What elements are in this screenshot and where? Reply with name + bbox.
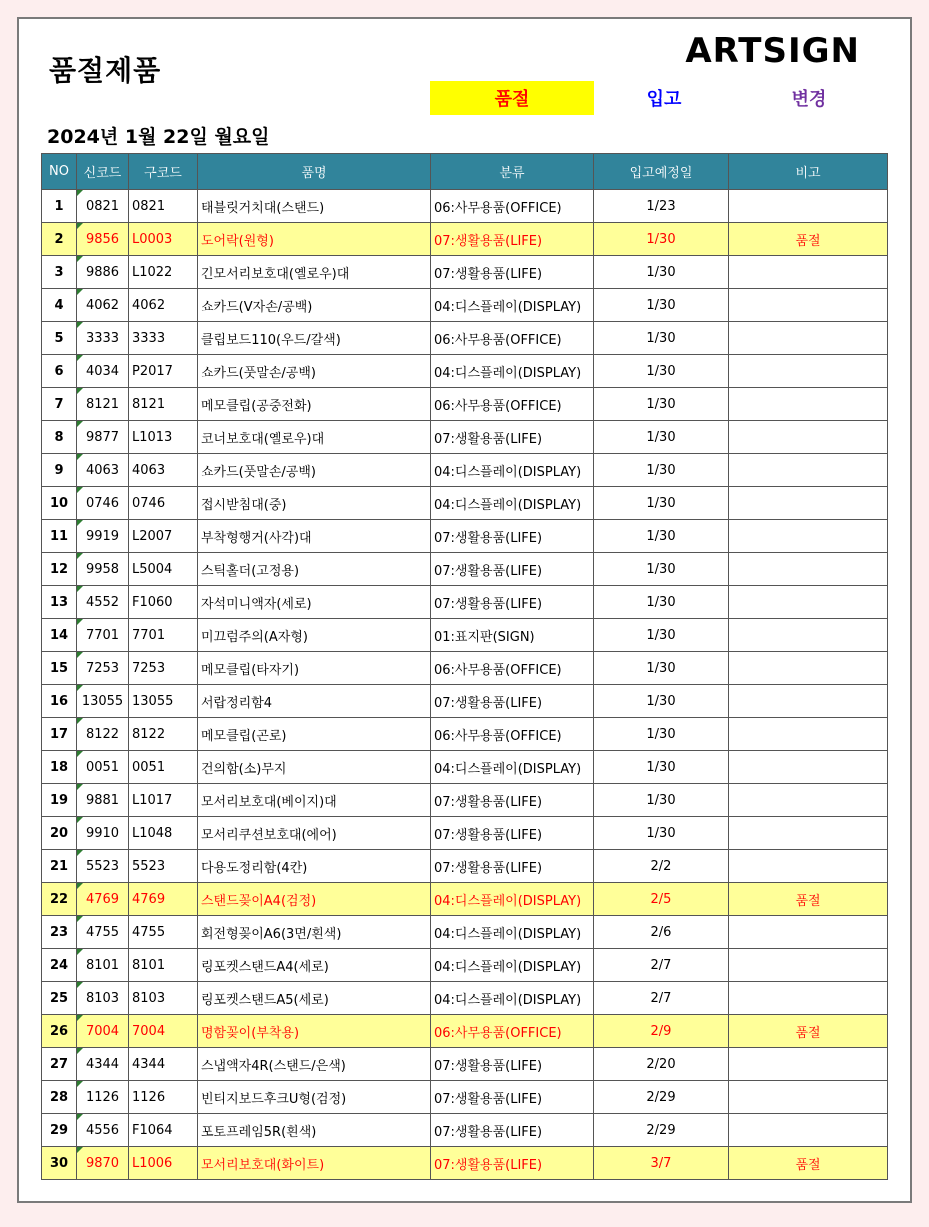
- cell-no[interactable]: 1: [42, 190, 77, 223]
- cell-restock-date[interactable]: 1/30: [594, 586, 729, 619]
- table-row: [42, 1015, 888, 1048]
- cell-category[interactable]: 07:생활용품(LIFE): [431, 1114, 594, 1147]
- cell-category[interactable]: 01:표지판(SIGN): [431, 619, 594, 652]
- cell-restock-date[interactable]: 1/30: [594, 520, 729, 553]
- cell-old-code[interactable]: 7004: [129, 1015, 198, 1048]
- cell-note[interactable]: [729, 289, 888, 322]
- cell-no[interactable]: 18: [42, 751, 77, 784]
- cell-old-code[interactable]: 7253: [129, 652, 198, 685]
- cell-new-code[interactable]: 7004: [77, 1015, 129, 1048]
- table-row: [42, 355, 888, 388]
- cell-new-code[interactable]: 4344: [77, 1048, 129, 1081]
- cell-no[interactable]: 4: [42, 289, 77, 322]
- cell-old-code[interactable]: 4062: [129, 289, 198, 322]
- cell-product-name[interactable]: 긴모서리보호대(옐로우)대: [198, 256, 431, 289]
- cell-note[interactable]: [729, 586, 888, 619]
- table-row: [42, 1048, 888, 1081]
- cell-no[interactable]: 10: [42, 487, 77, 520]
- cell-no[interactable]: 14: [42, 619, 77, 652]
- cell-new-code[interactable]: 4755: [77, 916, 129, 949]
- cell-note[interactable]: [729, 454, 888, 487]
- cell-no[interactable]: 20: [42, 817, 77, 850]
- cell-restock-date[interactable]: 1/30: [594, 223, 729, 256]
- cell-restock-date[interactable]: 2/6: [594, 916, 729, 949]
- cell-product-name[interactable]: 포토프레임5R(흰색): [198, 1114, 431, 1147]
- cell-no[interactable]: 23: [42, 916, 77, 949]
- cell-note[interactable]: [729, 850, 888, 883]
- cell-restock-date[interactable]: 1/23: [594, 190, 729, 223]
- col-header-restock-date: 입고예정일: [594, 154, 729, 190]
- cell-product-name[interactable]: 빈티지보드후크U형(검정): [198, 1081, 431, 1114]
- col-header-new-code: 신코드: [77, 154, 129, 190]
- cell-restock-date[interactable]: 1/30: [594, 355, 729, 388]
- cell-category[interactable]: 04:디스플레이(DISPLAY): [431, 487, 594, 520]
- cell-category[interactable]: 07:생활용품(LIFE): [431, 1048, 594, 1081]
- cell-restock-date[interactable]: 1/30: [594, 256, 729, 289]
- cell-old-code[interactable]: 0746: [129, 487, 198, 520]
- cell-restock-date[interactable]: 1/30: [594, 289, 729, 322]
- cell-category[interactable]: 06:사무용품(OFFICE): [431, 190, 594, 223]
- cell-new-code[interactable]: 4552: [77, 586, 129, 619]
- cell-note[interactable]: [729, 982, 888, 1015]
- legend-change: 변경: [791, 89, 827, 110]
- cell-no[interactable]: 7: [42, 388, 77, 421]
- cell-note[interactable]: [729, 256, 888, 289]
- cell-category[interactable]: 07:생활용품(LIFE): [431, 685, 594, 718]
- cell-old-code[interactable]: 13055: [129, 685, 198, 718]
- cell-no[interactable]: 8: [42, 421, 77, 454]
- cell-no[interactable]: 15: [42, 652, 77, 685]
- cell-no[interactable]: 13: [42, 586, 77, 619]
- table-row: [42, 685, 888, 718]
- cell-product-name[interactable]: 스냅액자4R(스탠드/은색): [198, 1048, 431, 1081]
- cell-note[interactable]: [729, 421, 888, 454]
- col-header-product-name: 품명: [198, 154, 431, 190]
- cell-no[interactable]: 11: [42, 520, 77, 553]
- cell-restock-date[interactable]: 1/30: [594, 619, 729, 652]
- cell-new-code[interactable]: 7253: [77, 652, 129, 685]
- cell-product-name[interactable]: 모서리보호대(화이트): [198, 1147, 431, 1180]
- cell-note[interactable]: [729, 355, 888, 388]
- cell-note[interactable]: [729, 652, 888, 685]
- cell-new-code[interactable]: 8122: [77, 718, 129, 751]
- cell-old-code[interactable]: L5004: [129, 553, 198, 586]
- cell-old-code[interactable]: L0003: [129, 223, 198, 256]
- cell-category[interactable]: 06:사무용품(OFFICE): [431, 322, 594, 355]
- cell-old-code[interactable]: 8101: [129, 949, 198, 982]
- cell-note[interactable]: [729, 718, 888, 751]
- cell-restock-date[interactable]: 2/5: [594, 883, 729, 916]
- cell-note[interactable]: [729, 553, 888, 586]
- cell-category[interactable]: 04:디스플레이(DISPLAY): [431, 982, 594, 1015]
- page-title: 품절제품: [49, 54, 162, 87]
- cell-product-name[interactable]: 스틱홀더(고정용): [198, 553, 431, 586]
- cell-product-name[interactable]: 명함꽂이(부착용): [198, 1015, 431, 1048]
- table-row: [42, 619, 888, 652]
- cell-no[interactable]: 28: [42, 1081, 77, 1114]
- cell-new-code[interactable]: 0746: [77, 487, 129, 520]
- cell-category[interactable]: 07:생활용품(LIFE): [431, 1081, 594, 1114]
- cell-new-code[interactable]: 4556: [77, 1114, 129, 1147]
- table-row: [42, 949, 888, 982]
- cell-restock-date[interactable]: 2/7: [594, 982, 729, 1015]
- cell-category[interactable]: 04:디스플레이(DISPLAY): [431, 454, 594, 487]
- cell-note[interactable]: [729, 190, 888, 223]
- cell-product-name[interactable]: 부착형행거(사각)대: [198, 520, 431, 553]
- table-row: [42, 883, 888, 916]
- cell-category[interactable]: 07:생활용품(LIFE): [431, 817, 594, 850]
- cell-new-code[interactable]: 13055: [77, 685, 129, 718]
- table-body: [42, 190, 888, 1180]
- cell-new-code[interactable]: 9870: [77, 1147, 129, 1180]
- cell-category[interactable]: 07:생활용품(LIFE): [431, 784, 594, 817]
- cell-note[interactable]: 품절: [729, 223, 888, 256]
- cell-restock-date[interactable]: 1/30: [594, 421, 729, 454]
- cell-no[interactable]: 21: [42, 850, 77, 883]
- cell-old-code[interactable]: 5523: [129, 850, 198, 883]
- cell-product-name[interactable]: 미끄럼주의(A자형): [198, 619, 431, 652]
- cell-note[interactable]: [729, 1081, 888, 1114]
- cell-product-name[interactable]: 회전형꽂이A6(3면/흰색): [198, 916, 431, 949]
- cell-new-code[interactable]: 7701: [77, 619, 129, 652]
- cell-no[interactable]: 17: [42, 718, 77, 751]
- cell-no[interactable]: 25: [42, 982, 77, 1015]
- cell-category[interactable]: 07:생활용품(LIFE): [431, 520, 594, 553]
- table-row: [42, 850, 888, 883]
- cell-new-code[interactable]: 3333: [77, 322, 129, 355]
- cell-category[interactable]: 07:생활용품(LIFE): [431, 850, 594, 883]
- cell-restock-date[interactable]: 2/29: [594, 1081, 729, 1114]
- table-row: [42, 817, 888, 850]
- table-row: [42, 553, 888, 586]
- cell-note[interactable]: 품절: [729, 1147, 888, 1180]
- cell-old-code[interactable]: 3333: [129, 322, 198, 355]
- cell-new-code[interactable]: 8121: [77, 388, 129, 421]
- cell-restock-date[interactable]: 1/30: [594, 553, 729, 586]
- sheet-frame: [17, 17, 912, 1203]
- cell-note[interactable]: [729, 916, 888, 949]
- cell-restock-date[interactable]: 1/30: [594, 388, 729, 421]
- table-row: [42, 916, 888, 949]
- table-row: [42, 421, 888, 454]
- cell-restock-date[interactable]: 1/30: [594, 685, 729, 718]
- cell-product-name[interactable]: 스탠드꽂이A4(검정): [198, 883, 431, 916]
- cell-restock-date[interactable]: 1/30: [594, 322, 729, 355]
- table-header-row: [42, 154, 888, 190]
- col-header-note: 비고: [729, 154, 888, 190]
- table-row: [42, 652, 888, 685]
- cell-product-name[interactable]: 메모클립(공중전화): [198, 388, 431, 421]
- cell-old-code[interactable]: L1048: [129, 817, 198, 850]
- cell-product-name[interactable]: 링포켓스탠드A5(세로): [198, 982, 431, 1015]
- table-row: [42, 190, 888, 223]
- cell-no[interactable]: 3: [42, 256, 77, 289]
- table-row: [42, 388, 888, 421]
- cell-product-name[interactable]: 접시받침대(중): [198, 487, 431, 520]
- cell-note[interactable]: [729, 751, 888, 784]
- cell-new-code[interactable]: 9877: [77, 421, 129, 454]
- cell-category[interactable]: 07:생활용품(LIFE): [431, 223, 594, 256]
- legend-soldout: 품절: [430, 81, 594, 115]
- cell-restock-date[interactable]: 1/30: [594, 487, 729, 520]
- soldout-table: [41, 153, 888, 1180]
- cell-product-name[interactable]: 모서리쿠션보호대(에어): [198, 817, 431, 850]
- cell-restock-date[interactable]: 2/7: [594, 949, 729, 982]
- cell-product-name[interactable]: 쇼카드(V자손/공백): [198, 289, 431, 322]
- cell-old-code[interactable]: 8122: [129, 718, 198, 751]
- table-row: [42, 1147, 888, 1180]
- cell-old-code[interactable]: 0821: [129, 190, 198, 223]
- report-date: 2024년 1월 22일 월요일: [47, 126, 270, 148]
- cell-category[interactable]: 04:디스플레이(DISPLAY): [431, 289, 594, 322]
- cell-new-code[interactable]: 4062: [77, 289, 129, 322]
- cell-note[interactable]: [729, 784, 888, 817]
- cell-category[interactable]: 06:사무용품(OFFICE): [431, 718, 594, 751]
- table-row: [42, 454, 888, 487]
- cell-old-code[interactable]: 7701: [129, 619, 198, 652]
- table-row: [42, 982, 888, 1015]
- cell-new-code[interactable]: 4034: [77, 355, 129, 388]
- cell-category[interactable]: 06:사무용품(OFFICE): [431, 1015, 594, 1048]
- table-row: [42, 718, 888, 751]
- cell-restock-date[interactable]: 1/30: [594, 751, 729, 784]
- cell-old-code[interactable]: 1126: [129, 1081, 198, 1114]
- cell-restock-date[interactable]: 2/2: [594, 850, 729, 883]
- cell-new-code[interactable]: 1126: [77, 1081, 129, 1114]
- cell-restock-date[interactable]: 1/30: [594, 454, 729, 487]
- cell-restock-date[interactable]: 2/20: [594, 1048, 729, 1081]
- cell-old-code[interactable]: L1013: [129, 421, 198, 454]
- cell-new-code[interactable]: 9910: [77, 817, 129, 850]
- cell-old-code[interactable]: 4063: [129, 454, 198, 487]
- cell-category[interactable]: 06:사무용품(OFFICE): [431, 652, 594, 685]
- col-header-no: NO: [42, 154, 77, 190]
- cell-old-code[interactable]: F1064: [129, 1114, 198, 1147]
- cell-note[interactable]: [729, 1114, 888, 1147]
- cell-note[interactable]: 품절: [729, 1015, 888, 1048]
- cell-category[interactable]: 04:디스플레이(DISPLAY): [431, 883, 594, 916]
- cell-old-code[interactable]: 4755: [129, 916, 198, 949]
- cell-no[interactable]: 6: [42, 355, 77, 388]
- cell-product-name[interactable]: 다용도정리함(4칸): [198, 850, 431, 883]
- cell-restock-date[interactable]: 3/7: [594, 1147, 729, 1180]
- cell-note[interactable]: [729, 1048, 888, 1081]
- cell-product-name[interactable]: 모서리보호대(베이지)대: [198, 784, 431, 817]
- cell-product-name[interactable]: 도어락(원형): [198, 223, 431, 256]
- cell-note[interactable]: [729, 685, 888, 718]
- legend-restock: 입고: [646, 89, 682, 110]
- cell-old-code[interactable]: L1022: [129, 256, 198, 289]
- cell-category[interactable]: 04:디스플레이(DISPLAY): [431, 916, 594, 949]
- table-row: [42, 289, 888, 322]
- table-row: [42, 1114, 888, 1147]
- cell-product-name[interactable]: 건의함(소)무지: [198, 751, 431, 784]
- cell-no[interactable]: 29: [42, 1114, 77, 1147]
- table-row: [42, 751, 888, 784]
- cell-note[interactable]: [729, 322, 888, 355]
- cell-category[interactable]: 04:디스플레이(DISPLAY): [431, 355, 594, 388]
- cell-no[interactable]: 9: [42, 454, 77, 487]
- cell-no[interactable]: 26: [42, 1015, 77, 1048]
- cell-no[interactable]: 30: [42, 1147, 77, 1180]
- cell-new-code[interactable]: 0051: [77, 751, 129, 784]
- cell-new-code[interactable]: 8103: [77, 982, 129, 1015]
- cell-new-code[interactable]: 4769: [77, 883, 129, 916]
- cell-old-code[interactable]: 8103: [129, 982, 198, 1015]
- cell-new-code[interactable]: 9886: [77, 256, 129, 289]
- cell-no[interactable]: 27: [42, 1048, 77, 1081]
- cell-product-name[interactable]: 클립보드110(우드/갈색): [198, 322, 431, 355]
- cell-no[interactable]: 12: [42, 553, 77, 586]
- cell-product-name[interactable]: 코너보호대(옐로우)대: [198, 421, 431, 454]
- cell-product-name[interactable]: 링포켓스탠드A4(세로): [198, 949, 431, 982]
- cell-note[interactable]: [729, 487, 888, 520]
- cell-old-code[interactable]: 4344: [129, 1048, 198, 1081]
- cell-old-code[interactable]: P2017: [129, 355, 198, 388]
- cell-new-code[interactable]: 4063: [77, 454, 129, 487]
- cell-category[interactable]: 07:생활용품(LIFE): [431, 421, 594, 454]
- cell-category[interactable]: 07:생활용품(LIFE): [431, 1147, 594, 1180]
- cell-product-name[interactable]: 서랍정리함4: [198, 685, 431, 718]
- cell-new-code[interactable]: 0821: [77, 190, 129, 223]
- cell-restock-date[interactable]: 2/29: [594, 1114, 729, 1147]
- cell-old-code[interactable]: F1060: [129, 586, 198, 619]
- cell-old-code[interactable]: 4769: [129, 883, 198, 916]
- col-header-old-code: 구코드: [129, 154, 198, 190]
- col-header-category: 분류: [431, 154, 594, 190]
- cell-product-name[interactable]: 메모클립(타자기): [198, 652, 431, 685]
- cell-note[interactable]: [729, 817, 888, 850]
- cell-new-code[interactable]: 9881: [77, 784, 129, 817]
- cell-category[interactable]: 07:생활용품(LIFE): [431, 553, 594, 586]
- cell-product-name[interactable]: 메모클립(곤로): [198, 718, 431, 751]
- table-row: [42, 520, 888, 553]
- cell-new-code[interactable]: 9919: [77, 520, 129, 553]
- cell-new-code[interactable]: 5523: [77, 850, 129, 883]
- cell-no[interactable]: 16: [42, 685, 77, 718]
- cell-product-name[interactable]: 태블릿거치대(스탠드): [198, 190, 431, 223]
- table-row: [42, 223, 888, 256]
- cell-restock-date[interactable]: 1/30: [594, 817, 729, 850]
- cell-restock-date[interactable]: 2/9: [594, 1015, 729, 1048]
- cell-note[interactable]: [729, 520, 888, 553]
- cell-restock-date[interactable]: 1/30: [594, 652, 729, 685]
- cell-old-code[interactable]: L1006: [129, 1147, 198, 1180]
- cell-old-code[interactable]: 0051: [129, 751, 198, 784]
- cell-restock-date[interactable]: 1/30: [594, 718, 729, 751]
- cell-no[interactable]: 19: [42, 784, 77, 817]
- brand-logo: ARTSIGN: [685, 31, 860, 71]
- cell-note[interactable]: [729, 619, 888, 652]
- cell-new-code[interactable]: 9958: [77, 553, 129, 586]
- table-row: [42, 256, 888, 289]
- cell-product-name[interactable]: 쇼카드(풋말손/공백): [198, 454, 431, 487]
- cell-old-code[interactable]: L2007: [129, 520, 198, 553]
- cell-product-name[interactable]: 자석미니액자(세로): [198, 586, 431, 619]
- cell-note[interactable]: [729, 949, 888, 982]
- cell-note[interactable]: [729, 388, 888, 421]
- cell-old-code[interactable]: 8121: [129, 388, 198, 421]
- cell-no[interactable]: 24: [42, 949, 77, 982]
- cell-no[interactable]: 22: [42, 883, 77, 916]
- cell-no[interactable]: 5: [42, 322, 77, 355]
- cell-new-code[interactable]: 9856: [77, 223, 129, 256]
- table-row: [42, 586, 888, 619]
- cell-product-name[interactable]: 쇼카드(풋말손/공백): [198, 355, 431, 388]
- cell-note[interactable]: 품절: [729, 883, 888, 916]
- cell-category[interactable]: 07:생활용품(LIFE): [431, 586, 594, 619]
- cell-restock-date[interactable]: 1/30: [594, 784, 729, 817]
- table-row: [42, 1081, 888, 1114]
- table-row: [42, 322, 888, 355]
- cell-category[interactable]: 07:생활용품(LIFE): [431, 256, 594, 289]
- cell-category[interactable]: 04:디스플레이(DISPLAY): [431, 949, 594, 982]
- cell-category[interactable]: 04:디스플레이(DISPLAY): [431, 751, 594, 784]
- table-row: [42, 784, 888, 817]
- cell-category[interactable]: 06:사무용품(OFFICE): [431, 388, 594, 421]
- cell-new-code[interactable]: 8101: [77, 949, 129, 982]
- cell-old-code[interactable]: L1017: [129, 784, 198, 817]
- cell-no[interactable]: 2: [42, 223, 77, 256]
- table-row: [42, 487, 888, 520]
